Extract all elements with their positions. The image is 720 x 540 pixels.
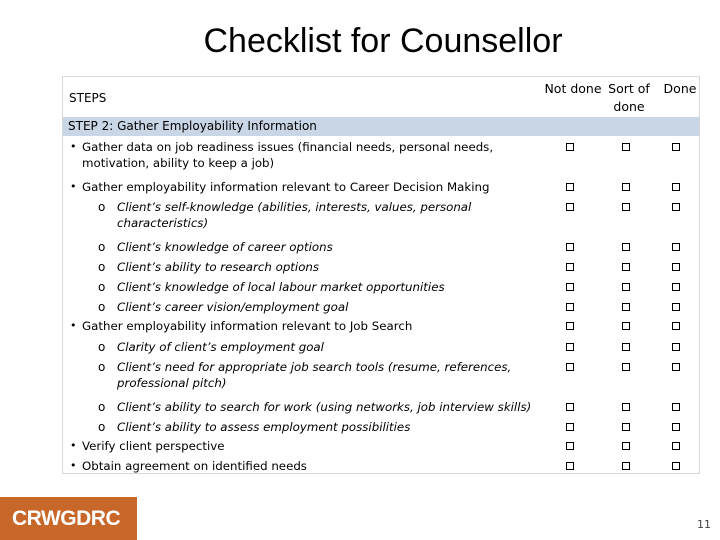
not-done-checkbox[interactable] (566, 203, 574, 211)
logo-text: CRWGDRC (12, 507, 121, 530)
checklist-item-text: Client’s self-knowledge (abilities, interests, values, personal (117, 200, 472, 214)
not-done-checkbox[interactable] (566, 423, 574, 431)
done-checkbox[interactable] (672, 143, 680, 151)
sort-of-done-checkbox[interactable] (622, 343, 630, 351)
step-heading-bar (63, 117, 699, 136)
sub-bullet: o (98, 200, 106, 214)
done-checkbox[interactable] (672, 243, 680, 251)
sort-of-done-header: Sort of done (608, 81, 650, 114)
sub-bullet: o (98, 240, 106, 254)
organization-logo (0, 497, 137, 540)
bullet: • (70, 459, 77, 472)
done-checkbox[interactable] (672, 283, 680, 291)
sort-of-done-checkbox[interactable] (622, 263, 630, 271)
checklist-item-text: Client’s ability to assess employment possibilities (117, 420, 411, 434)
not-done-checkbox[interactable] (566, 322, 574, 330)
checklist-item-text: professional pitch) (117, 376, 227, 390)
checklist-item-text: Gather employability information relevant to Job Search (82, 319, 413, 333)
checklist-item-text: Gather data on job readiness issues (financial needs, personal needs, (82, 140, 494, 154)
checklist-item-text: Client’s knowledge of local labour market opportunities (117, 280, 445, 294)
not-done-checkbox[interactable] (566, 363, 574, 371)
bullet: • (70, 140, 77, 153)
checklist-item-text: Client’s career vision/employment goal (117, 300, 349, 314)
page-number: 11 (697, 518, 711, 531)
checklist-item-text: Client’s ability to search for work (using networks, job interview skills) (117, 400, 532, 414)
sub-bullet: o (98, 300, 106, 314)
not-done-checkbox[interactable] (566, 243, 574, 251)
checklist-table (62, 76, 700, 474)
sort-of-done-checkbox[interactable] (622, 442, 630, 450)
sort-of-done-checkbox[interactable] (622, 363, 630, 371)
not-done-checkbox[interactable] (566, 442, 574, 450)
checklist-item-text: characteristics) (117, 216, 209, 230)
done-checkbox[interactable] (672, 322, 680, 330)
sub-bullet: o (98, 260, 106, 274)
sort-of-done-checkbox[interactable] (622, 183, 630, 191)
sub-bullet: o (98, 340, 106, 354)
not-done-checkbox[interactable] (566, 183, 574, 191)
not-done-checkbox[interactable] (566, 143, 574, 151)
checklist-item-text: Client’s ability to research options (117, 260, 320, 274)
sort-of-done-checkbox[interactable] (622, 403, 630, 411)
checklist-item-text: Obtain agreement on identified needs (82, 459, 307, 473)
not-done-checkbox[interactable] (566, 263, 574, 271)
sort-of-done-checkbox[interactable] (622, 283, 630, 291)
not-done-checkbox[interactable] (566, 462, 574, 470)
sort-of-done-checkbox[interactable] (622, 423, 630, 431)
step-heading: STEP 2: Gather Employability Information (68, 119, 317, 133)
done-checkbox[interactable] (672, 442, 680, 450)
bullet: • (70, 319, 77, 332)
checklist-item-text: motivation, ability to keep a job) (82, 156, 275, 170)
done-checkbox[interactable] (672, 183, 680, 191)
done-checkbox[interactable] (672, 263, 680, 271)
done-checkbox[interactable] (672, 343, 680, 351)
sort-of-done-checkbox[interactable] (622, 303, 630, 311)
not-done-checkbox[interactable] (566, 303, 574, 311)
sort-of-done-checkbox[interactable] (622, 203, 630, 211)
sub-bullet: o (98, 420, 106, 434)
sort-of-done-checkbox[interactable] (622, 322, 630, 330)
sort-of-done-checkbox[interactable] (622, 462, 630, 470)
done-checkbox[interactable] (672, 403, 680, 411)
sub-bullet: o (98, 400, 106, 414)
not-done-header: Not done (544, 81, 602, 96)
sub-bullet: o (98, 280, 106, 294)
checklist-item-text: Gather employability information relevant to Career Decision Making (82, 180, 490, 194)
sort-of-done-checkbox[interactable] (622, 143, 630, 151)
checklist-item-text: Client’s need for appropriate job search tools (resume, references, (117, 360, 512, 374)
page-title: Checklist for Counsellor (203, 22, 563, 60)
checklist-item-text: Verify client perspective (82, 439, 225, 453)
done-checkbox[interactable] (672, 423, 680, 431)
not-done-checkbox[interactable] (566, 343, 574, 351)
done-checkbox[interactable] (672, 303, 680, 311)
not-done-checkbox[interactable] (566, 283, 574, 291)
done-checkbox[interactable] (672, 203, 680, 211)
done-header: Done (663, 81, 697, 96)
done-checkbox[interactable] (672, 363, 680, 371)
sub-bullet: o (98, 360, 106, 374)
bullet: • (70, 439, 77, 452)
done-checkbox[interactable] (672, 462, 680, 470)
bullet: • (70, 180, 77, 193)
sort-of-done-checkbox[interactable] (622, 243, 630, 251)
checklist-item-text: Client’s knowledge of career options (117, 240, 333, 254)
not-done-checkbox[interactable] (566, 403, 574, 411)
checklist-item-text: Clarity of client’s employment goal (117, 340, 324, 354)
steps-header: STEPS (69, 91, 107, 105)
